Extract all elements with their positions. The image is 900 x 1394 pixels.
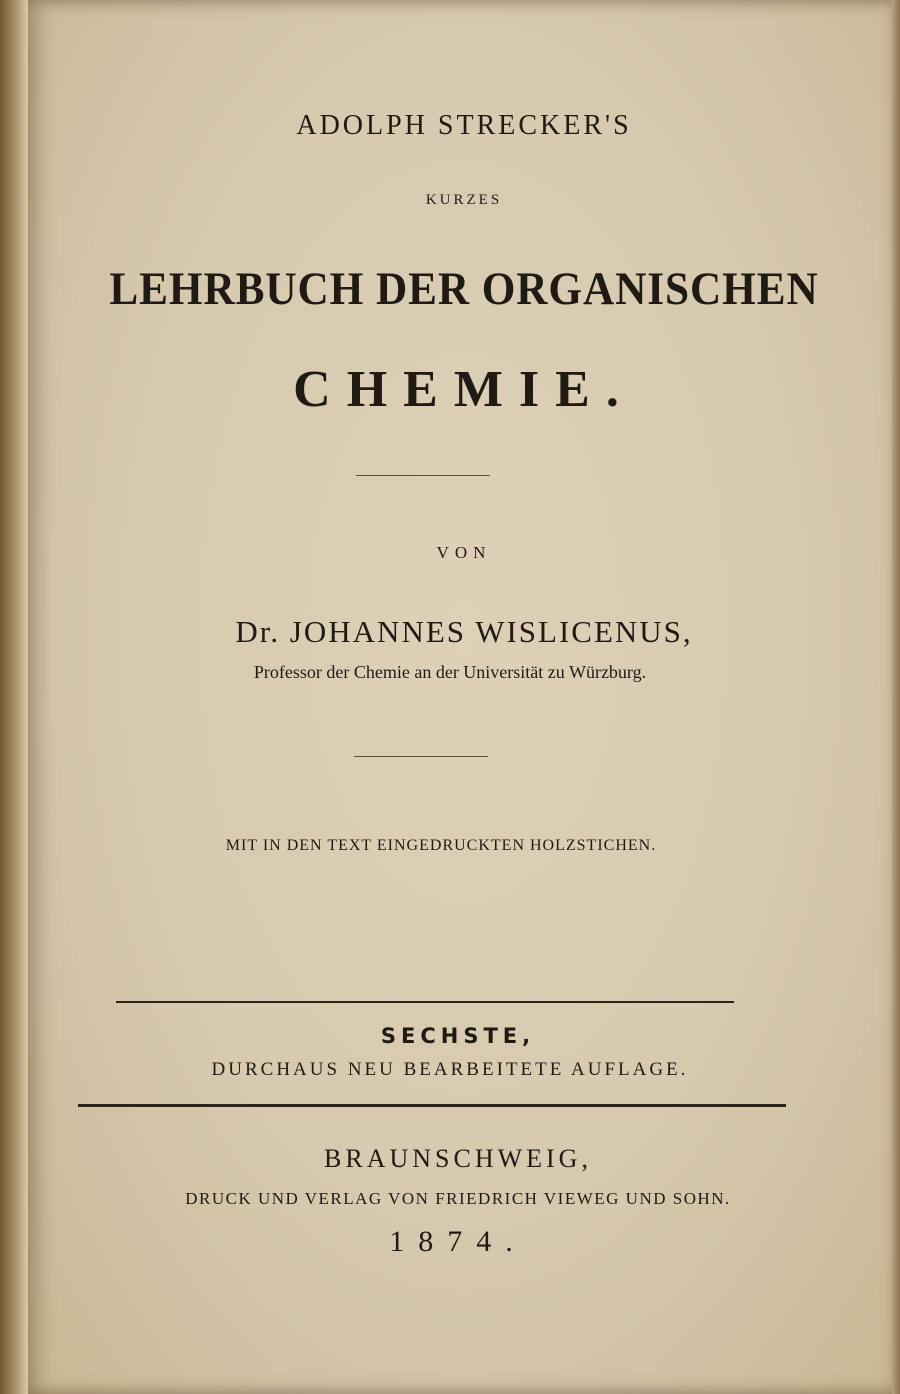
author-name: Dr. JOHANNES WISLICENUS, [235,614,693,649]
illustrations-note: MIT IN DEN TEXT EINGEDRUCKTEN HOLZSTICHEN. [225,837,657,854]
divider-short [356,475,490,476]
publication-year: 1874. [389,1225,527,1258]
publisher-name: DRUCK UND VERLAG VON FRIEDRICH VIEWEG UND SOHN. [185,1189,731,1208]
page-edge [892,0,900,1394]
title-line-2: CHEMIE. [293,361,635,418]
publisher-city: BRAUNSCHWEIG, [324,1144,592,1173]
edition-label: SECHSTE, [380,1024,536,1048]
author-affiliation: Professor der Chemie an der Universität zu Würzburg. [253,662,647,682]
title-line-1: LEHRBUCH DER ORGANISCHEN [109,263,819,315]
divider-short [354,756,488,757]
von-label: VON [436,543,492,562]
kurzes-label: KURZES [425,192,503,208]
divider-long [116,1001,734,1003]
edition-note: DURCHAUS NEU BEARBEITETE AUFLAGE. [211,1059,689,1080]
title-page [28,0,900,1394]
divider-long [78,1104,786,1107]
author-possessive: ADOLPH STRECKER'S [296,110,632,141]
